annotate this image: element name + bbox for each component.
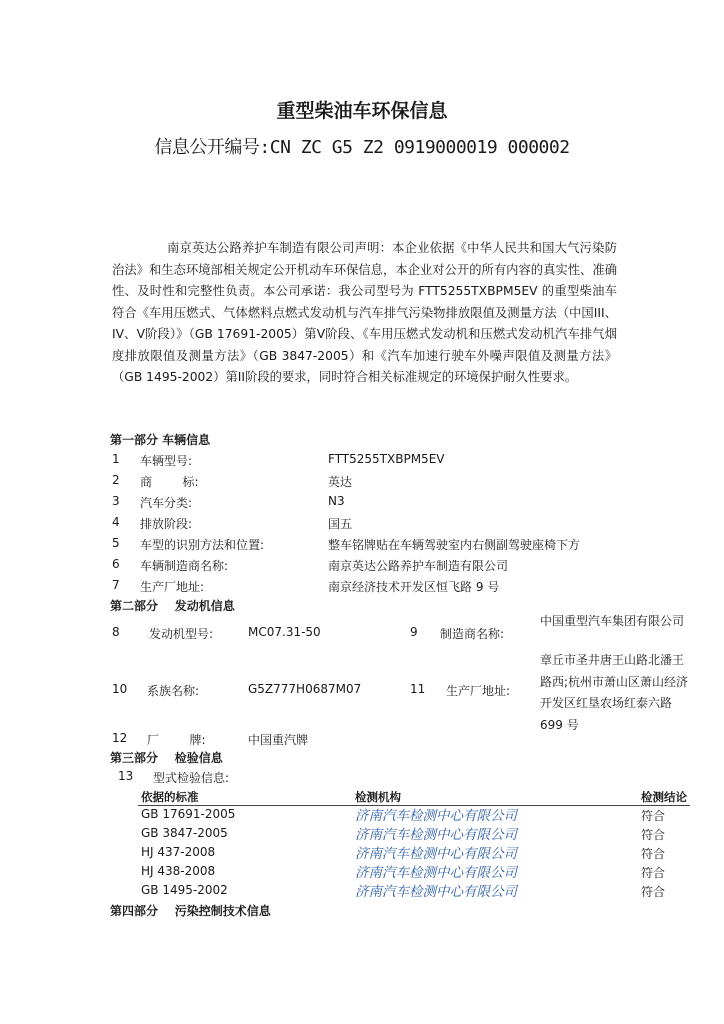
field-value: 整车铭牌贴在车辆驾驶室内右侧副驾驶座椅下方	[328, 538, 581, 552]
engine-model-value: MC07.31-50	[248, 625, 321, 639]
field-value: N3	[328, 494, 345, 508]
col-header-result: 检测结论	[641, 790, 687, 804]
row-number: 9	[410, 625, 418, 639]
manufacturer-value: 中国重型汽车集团有限公司	[540, 614, 685, 628]
agency-cell: 济南汽车检测中心有限公司	[355, 827, 517, 843]
brand-label: 厂 牌:	[147, 733, 206, 747]
agency-cell: 济南汽车检测中心有限公司	[355, 865, 517, 881]
standard-cell: GB 17691-2005	[141, 807, 236, 821]
brand-value: 中国重汽牌	[248, 733, 309, 747]
document-title: 重型柴油车环保信息	[276, 100, 448, 122]
field-label: 商 标:	[140, 475, 199, 489]
part4-heading: 第四部分 污染控制技术信息	[110, 904, 271, 918]
result-cell: 符合	[641, 885, 666, 899]
col-header-agency: 检测机构	[355, 790, 401, 804]
result-cell: 符合	[641, 809, 666, 823]
factory-label: 生产厂地址:	[446, 684, 511, 698]
field-value: FTT5255TXBPM5EV	[328, 452, 445, 466]
type-test-label: 型式检验信息:	[153, 771, 230, 785]
field-label: 生产厂地址:	[140, 580, 205, 594]
declaration-paragraph: 南京英达公路养护车制造有限公司声明：本企业依据《中华人民共和国大气污染防治法》和生态环境部相关规定公开机动车环保信息，本企业对公开的所有内容的真实性、准确性、及时性和完整性负责。本公司承诺：我公司型号为 FTT5255TXBPM5EV 的重型柴油车符合《车用压燃式、气体燃料点燃式发动机与汽车排气污染物排放限值及测量方法（中国III、IV、V阶段）》（GB 17691-2005）第V阶段、《车用压燃式发动机和压燃式发动机汽车排气烟度排放限值及测量方法》（GB 3847-2005）和《汽车加速行驶车外噪声限值及测量方法》（GB 1495-2002）第II阶段的要求，同时符合相关标准规定的环境保护耐久性要求。	[112, 241, 617, 384]
factory-value: 章丘市圣井唐王山路北潘王路西;杭州市萧山区萧山经济开发区红垦农场红泰六路 699 号	[540, 653, 689, 732]
row-number: 12	[112, 731, 128, 745]
row-number: 11	[410, 682, 426, 696]
field-label: 车辆制造商名称:	[140, 559, 229, 573]
standard-cell: HJ 438-2008	[141, 864, 216, 878]
row-number: 6	[112, 557, 120, 571]
manufacturer-label: 制造商名称:	[440, 627, 505, 641]
family-label: 系族名称:	[147, 684, 200, 698]
part1-heading: 第一部分 车辆信息	[110, 433, 211, 447]
row-number: 8	[112, 625, 120, 639]
row-number: 1	[112, 452, 120, 466]
field-value: 英达	[328, 475, 353, 489]
part3-heading: 第三部分 检验信息	[110, 751, 223, 765]
agency-cell: 济南汽车检测中心有限公司	[355, 884, 517, 900]
standard-cell: GB 3847-2005	[141, 826, 228, 840]
agency-cell: 济南汽车检测中心有限公司	[355, 846, 517, 862]
field-value: 南京经济技术开发区恒飞路 9 号	[328, 580, 500, 594]
field-label: 排放阶段:	[140, 517, 193, 531]
result-cell: 符合	[641, 847, 666, 861]
row-number: 5	[112, 536, 120, 550]
col-header-standard: 依据的标准	[141, 790, 199, 804]
field-value: 南京英达公路养护车制造有限公司	[328, 559, 509, 573]
row-number: 7	[112, 578, 120, 592]
standard-cell: GB 1495-2002	[141, 883, 228, 897]
agency-cell: 济南汽车检测中心有限公司	[355, 808, 517, 824]
engine-model-label: 发动机型号:	[149, 627, 214, 641]
field-label: 车辆型号:	[140, 454, 193, 468]
field-value: 国五	[328, 517, 353, 531]
public-number: 信息公开编号:CN ZC G5 Z2 0919000019 000002	[154, 137, 570, 158]
field-label: 车型的识别方法和位置:	[140, 538, 265, 552]
row-number: 4	[112, 515, 120, 529]
field-label: 汽车分类:	[140, 496, 193, 510]
row-number: 2	[112, 473, 120, 487]
standard-cell: HJ 437-2008	[141, 845, 216, 859]
result-cell: 符合	[641, 866, 666, 880]
row-number: 3	[112, 494, 120, 508]
result-cell: 符合	[641, 828, 666, 842]
family-value: G5Z777H0687M07	[248, 682, 362, 696]
row-number: 13	[118, 769, 134, 783]
part2-heading: 第二部分 发动机信息	[110, 599, 235, 613]
row-number: 10	[112, 682, 128, 696]
